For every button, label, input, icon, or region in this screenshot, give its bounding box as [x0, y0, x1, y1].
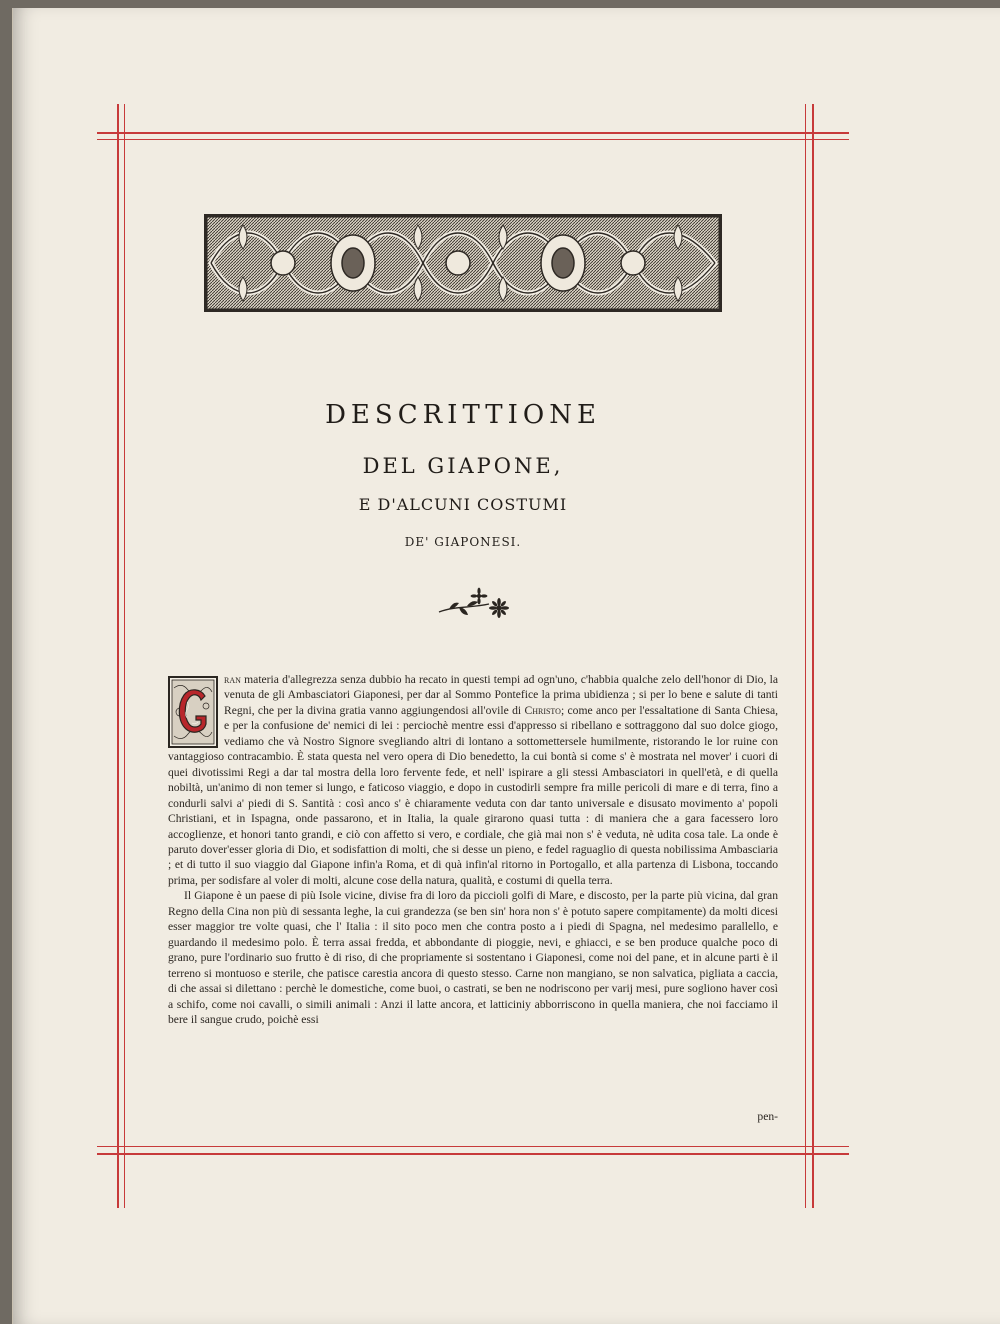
border-rule-left-outer — [117, 104, 119, 1208]
border-rule-right-inner — [805, 104, 806, 1208]
paragraph-2: Il Giapone è un paese di più Isole vicine, divise fra di loro da piccioli golfi di Mare, e discosto, per la parte più vicina, dal gran Regno della Cina non più di sessanta leghe, la cui grandezza (se ben sin' hora non s' è potuto sapere compitamente) da molti dicesi esser maggior tre volte quasi, che l' Italia : il sito poco men che contra posto a i piedi di Spagna, nel medesimo parallello, e guardando il medesimo polo. È terra assai fredda, et abbondante di pioggie, nevi, e ghiacci, e se ben produce qualche poco di grano, pure l'ordinario suo frutto è di riso, di che propriamente si sostentano i Giaponesi, come noi del pane, et in alcune parti è il terreno si montuoso e sterile, che patisce carestia ancora di questo stesso. Carne non mangiano, se non salvatica, pigliata a caccia, di che assai si dilettano : perchè le domestiche, come buoi, o castrati, se ben ne nodriscono per varij mesi, pure sogliono haver così a schifo, come noi cavalli, o simili animali : Anzi il latte ancora, et latticiniy abborriscono in quella maniera, che noi facciamo il bere il sangue crudo, poichè essi — [168, 889, 778, 1026]
title-line-3: E D'ALCUNI COSTUMI — [358, 495, 568, 514]
paragraph-1-text-b: ; come anco per l'essaltatione di Santa Chiesa, e per la confusione de' nemici di lei : perciochè mentre essi d'appresso si ribellano e sottraggono dal suo dolce giogo, vediamo che và Nostro Signore svegliando altri di lontano a sottomettersele humilmente, ristorando le lor ruine con vantaggioso contracambio. È stata questa nel vero opera di Dio benedetto, la cui bontà si come s' è mostrata nel mover' i cuori di quei divotissimi Regi a dar tal mostra della loro fervente fede, et nell' ispirare a gli stessi Ambasciatori in quell'età, e di quella nobiltà, un'animo di non temer si lungo, e faticoso viaggio, e dopo in custodirli sempre fra mille pericoli di mare e di terra, fino a condurli salvi a' piedi di S. Santità : così anco s' è chiaramente veduta con dar tanto universale e disusato movimento a' popoli Christiani, et in Ispagna, onde passarono, et in Italia, la quale girarono quasi tutta : di maniera che a gara facessero loro accoglienze, et honori tanto grandi, e ciò con affetto si vero, e cordiale, che già mai non s' è veduta, nè udita cosa tale. La onde è paruto dover'esser gloria di Dio, et sodisfattion di molti, che si desse un pieno, e fedel raguaglio di questa nobilissima Ambasciaria ; et di tutto il suo viaggio dal Giapone infin'a Roma, et di quà infin'al ritorno in Portogallo, et alla partenza di Lisbona, toccando prima, per sodisfare al voler di molti, alcune cose della natura, qualità, e costumi di quella terra. — [168, 703, 778, 887]
border-rule-right-outer — [812, 104, 814, 1208]
paragraph-1-text-a: materia d'allegrezza senza dubbio ha recato in questi tempi ad ogn'uno, c'habbia qualche zelo dell'honor di Dio, la venuta de gli Ambasciatori Giaponesi, per dar al Sommo Pontefice la prima ubidienza ; si per lo bene e salute di tanti Regni, che per la divina gratia vanno aggiungendosi all'ovile di — [224, 673, 778, 717]
title-line-4: DE' GIAPONESI. — [404, 535, 522, 549]
flower-vignette-icon — [435, 586, 513, 620]
border-rule-bottom-outer — [97, 1153, 849, 1155]
lead-word: ran — [224, 673, 241, 686]
christo-word: Christo — [524, 703, 561, 717]
body-text — [168, 672, 778, 1027]
paragraph-1 — [168, 672, 778, 888]
book-page — [12, 8, 1000, 1324]
title-line-1: DESCRITTIONE — [325, 400, 601, 430]
catchword: pen- — [757, 1110, 778, 1123]
border-rule-top-outer — [97, 132, 849, 134]
border-rule-bottom-inner — [97, 1146, 849, 1147]
headpiece-ornament — [203, 213, 723, 313]
initial-g-ornament — [168, 676, 218, 748]
border-rule-top-inner — [97, 139, 849, 140]
border-rule-left-inner — [124, 104, 125, 1208]
title-line-2: DEL GIAPONE, — [362, 454, 564, 478]
